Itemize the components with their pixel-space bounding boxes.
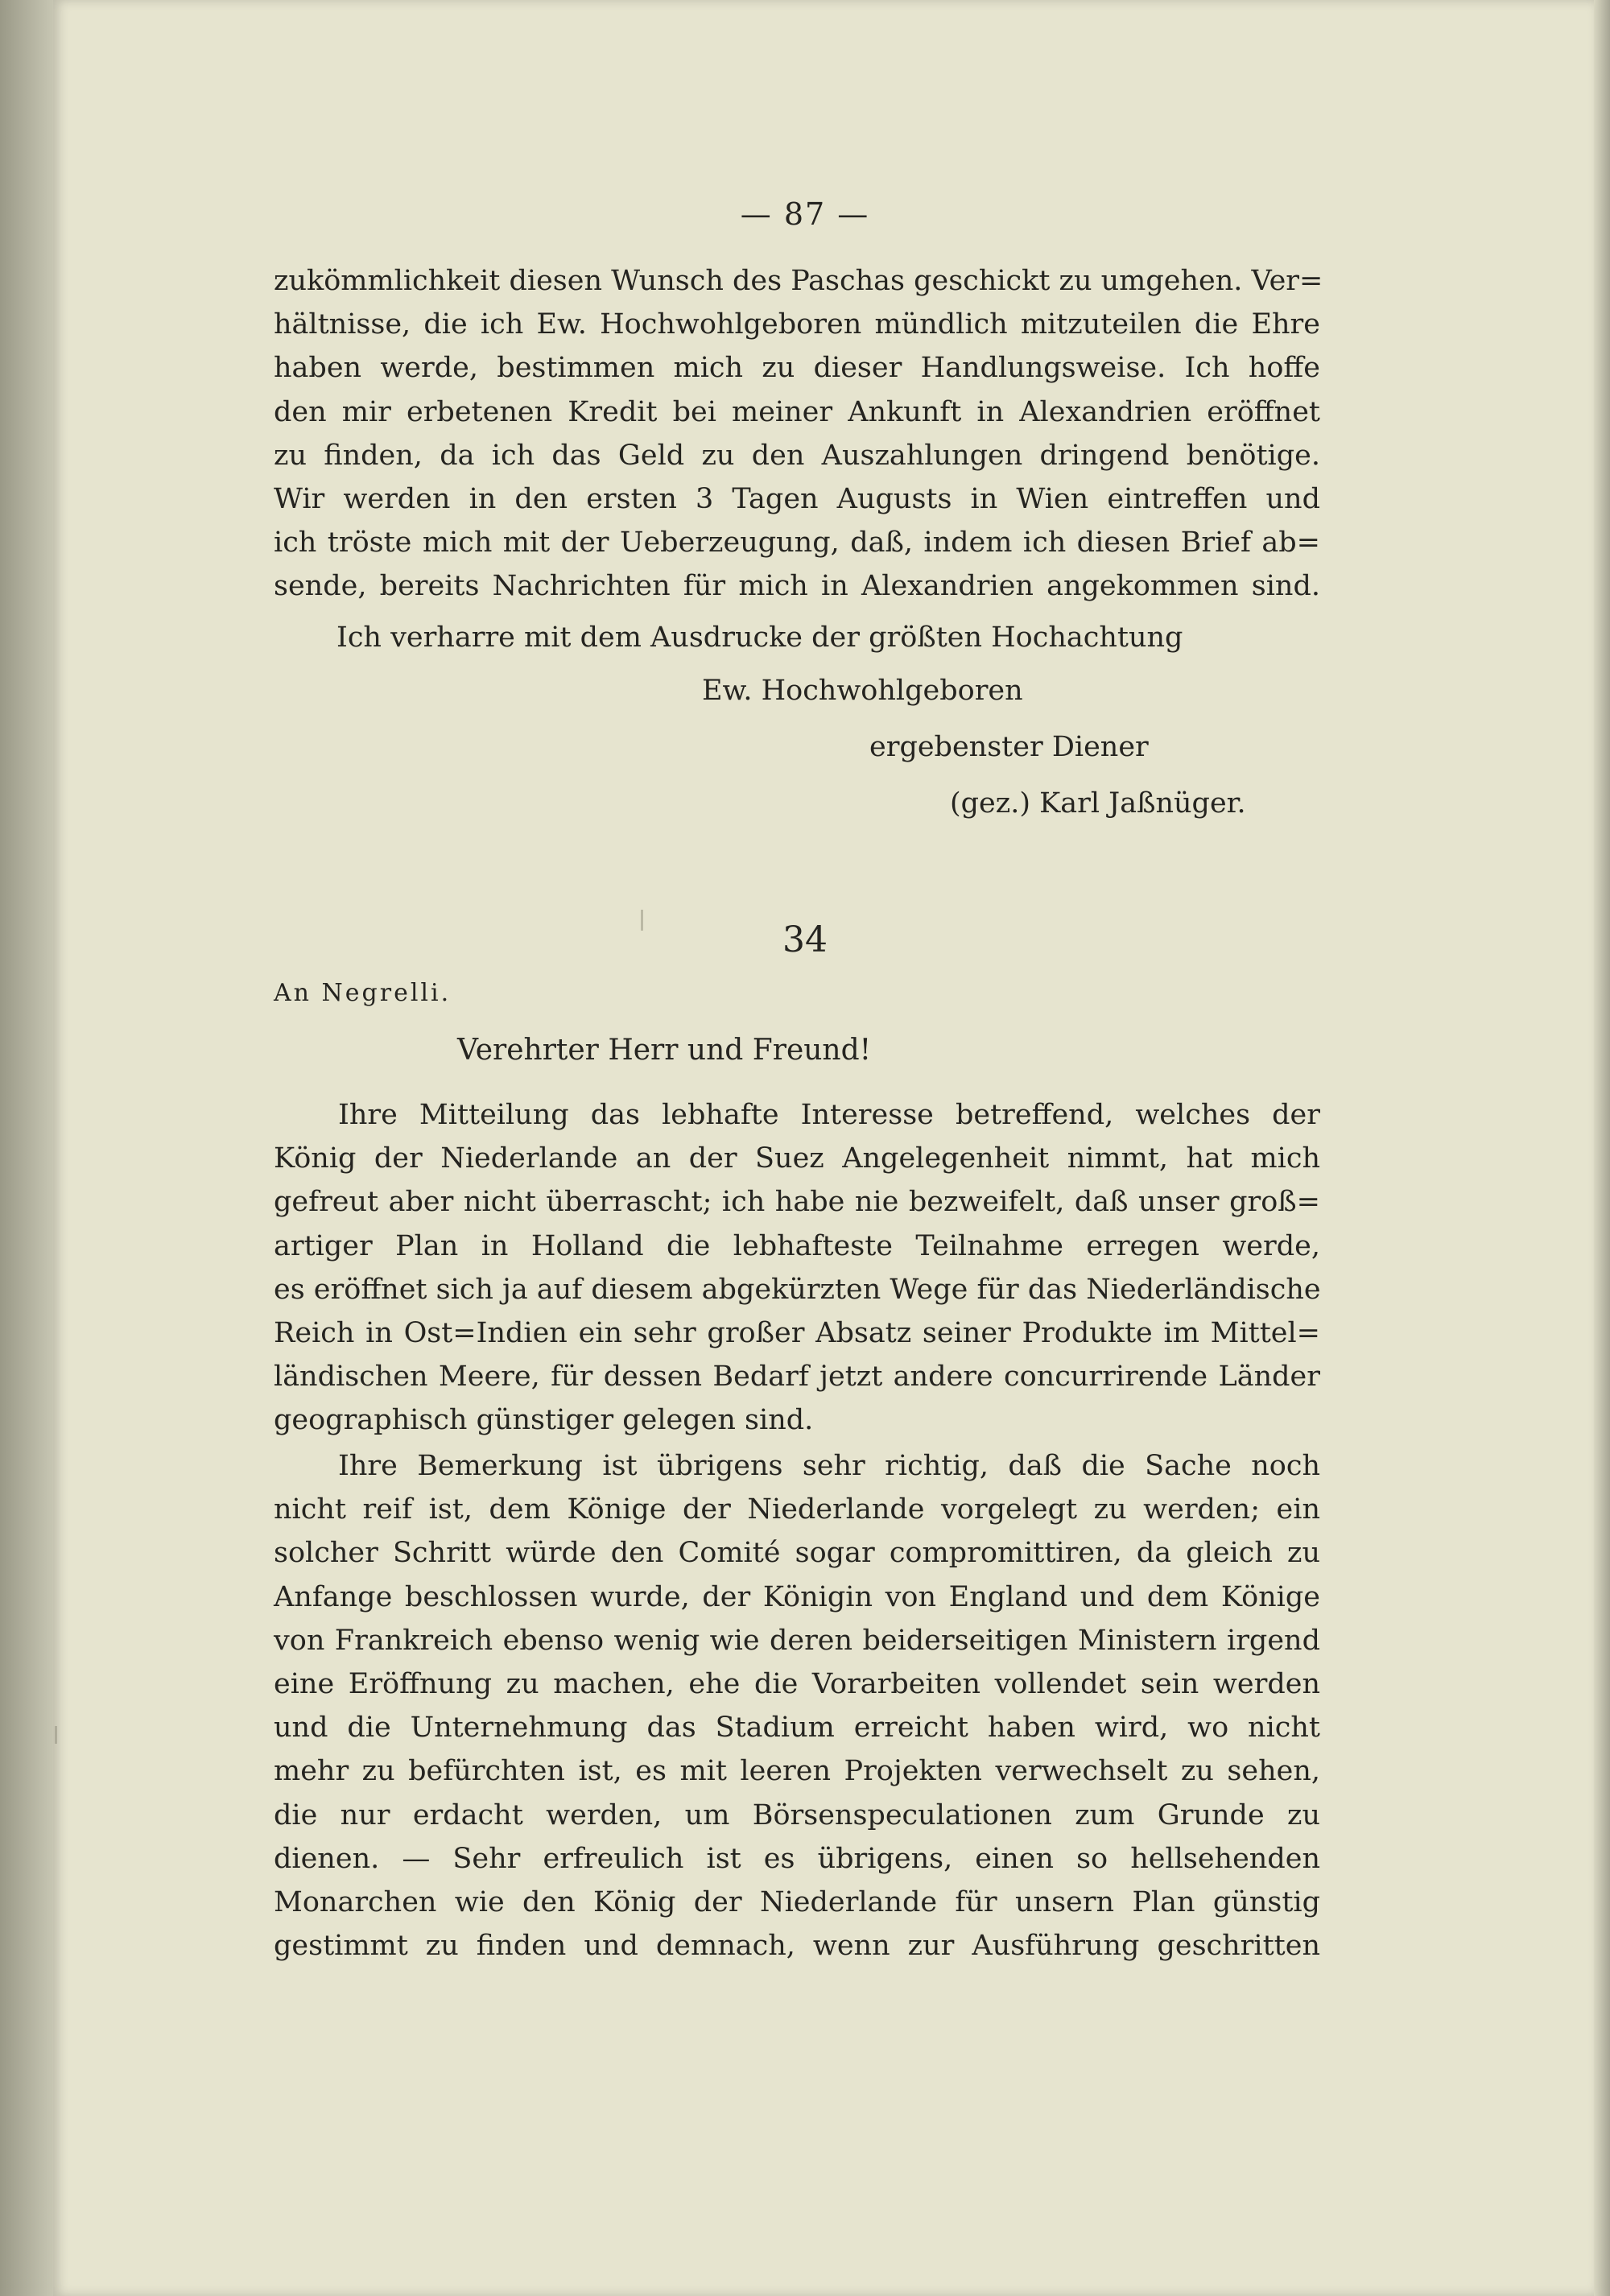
paper-mark bbox=[641, 910, 643, 931]
text-line: geographisch günstiger gelegen sind. bbox=[274, 1404, 814, 1437]
text-line: es eröffnet sich ja auf diesem abgekürzten Wege für das Niederländische bbox=[274, 1273, 1321, 1306]
text-line: von Frankreich ebenso wenig wie deren beiderseitigen Ministern irgend bbox=[274, 1624, 1320, 1657]
text-line: gestimmt zu finden und demnach, wenn zur Ausführung geschritten bbox=[274, 1930, 1320, 1963]
salutation: Verehrter Herr und Freund! bbox=[457, 1034, 872, 1067]
letter-number: 34 bbox=[782, 919, 828, 960]
page-edge-shadow bbox=[1594, 0, 1610, 2296]
text-line: und die Unternehmung das Stadium erreicht haben wird, wo nicht bbox=[274, 1712, 1320, 1745]
letter34-paragraph-1 bbox=[274, 1093, 1320, 1443]
text-line: mehr zu befürchten ist, es mit leeren Projekten verwechselt zu sehen, bbox=[274, 1755, 1320, 1788]
text-line: zu finden, da ich das Geld zu den Auszahlungen dringend benötige. bbox=[274, 439, 1320, 472]
text-line: König der Niederlande an der Suez Angelegenheit nimmt, hat mich bbox=[274, 1142, 1320, 1175]
text-line: haben werde, bestimmen mich zu dieser Handlungsweise. Ich hoffe bbox=[274, 352, 1320, 385]
text-line: Monarchen wie den König der Niederlande für unsern Plan günstig bbox=[274, 1885, 1320, 1918]
text-line: artiger Plan in Holland die lebhafteste Teilnahme erregen werde, bbox=[274, 1229, 1320, 1262]
text-line: gefreut aber nicht überrascht; ich habe nie bezweifelt, daß unser groß= bbox=[274, 1186, 1320, 1219]
paper-mark bbox=[55, 1726, 57, 1744]
text-line: Ihre Bemerkung ist übrigens sehr richtig, daß die Sache noch bbox=[338, 1450, 1320, 1482]
text-line: eine Eröffnung zu machen, ehe die Vorarbeiten vollendet sein werden bbox=[274, 1667, 1320, 1700]
closing-line: Ich verharre mit dem Ausdrucke der größten Hochachtung bbox=[336, 621, 1183, 654]
text-line: dienen. — Sehr erfreulich ist es übrigens, einen so hellsehenden bbox=[274, 1842, 1320, 1875]
text-line: ländischen Meere, für dessen Bedarf jetzt andere concurrirende Länder bbox=[274, 1361, 1320, 1394]
text-line: zukömmlichkeit diesen Wunsch des Paschas geschickt zu umgehen. Ver= bbox=[274, 265, 1323, 297]
closing-address: Ew. Hochwohlgeboren bbox=[702, 675, 1023, 707]
text-line: den mir erbetenen Kredit bei meiner Ankunft in Alexandrien eröffnet bbox=[274, 395, 1320, 428]
text-line: Reich in Ost=Indien ein sehr großer Absatz seiner Produkte im Mittel= bbox=[274, 1316, 1320, 1349]
text-line: Wir werden in den ersten 3 Tagen Augusts in Wien eintreffen und bbox=[274, 482, 1320, 515]
text-line: Ihre Mitteilung das lebhafte Interesse betreffend, welches der bbox=[338, 1099, 1320, 1131]
text-line: sende, bereits Nachrichten für mich in Alexandrien angekommen sind. bbox=[274, 570, 1320, 603]
letter34-paragraph-2 bbox=[274, 1444, 1320, 1968]
book-spine bbox=[0, 0, 53, 2296]
signature: (gez.) Karl Jaßnüger. bbox=[950, 787, 1246, 820]
text-line: solcher Schritt würde den Comité sogar compromittiren, da gleich zu bbox=[274, 1537, 1320, 1570]
letter33-body bbox=[274, 259, 1323, 609]
closing-servant: ergebenster Diener bbox=[869, 731, 1149, 763]
text-line: die nur erdacht werden, um Börsenspeculationen zum Grunde zu bbox=[274, 1798, 1320, 1831]
page-number: — 87 — bbox=[740, 196, 870, 232]
text-line: nicht reif ist, dem Könige der Niederlande vorgelegt zu werden; ein bbox=[274, 1493, 1320, 1526]
addressee: An Negrelli. bbox=[274, 979, 452, 1007]
text-line: Anfange beschlossen wurde, der Königin von England und dem Könige bbox=[274, 1580, 1320, 1613]
text-line: hältnisse, die ich Ew. Hochwohlgeboren mündlich mitzuteilen die Ehre bbox=[274, 308, 1320, 341]
text-line: ich tröste mich mit der Ueberzeugung, daß, indem ich diesen Brief ab= bbox=[274, 527, 1320, 560]
